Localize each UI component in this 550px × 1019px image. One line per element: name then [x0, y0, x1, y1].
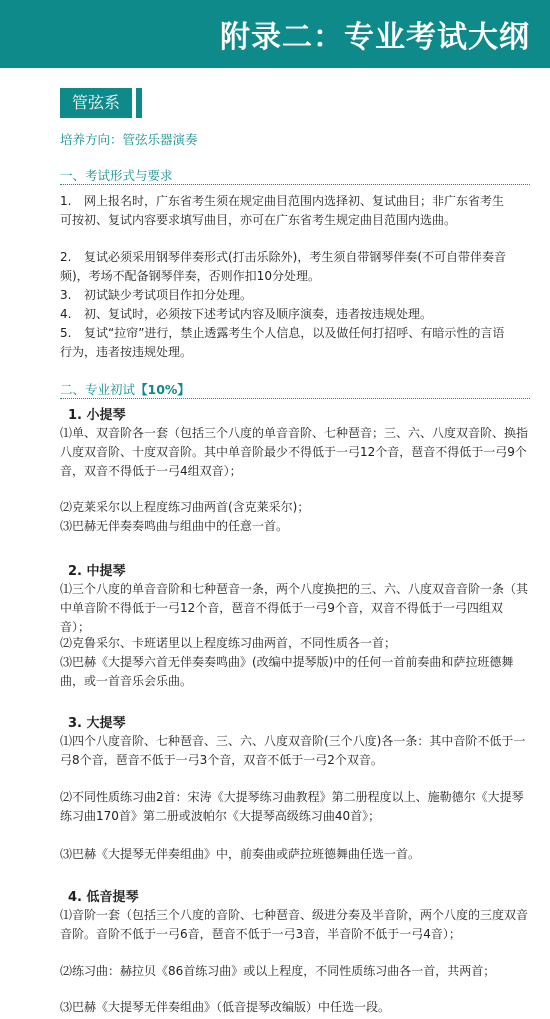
part1-rule — [60, 184, 530, 185]
part2-heading: 二、专业初试【10%】 — [60, 382, 190, 397]
list-item: ⑶巴赫《大提琴无伴奏组曲》（低音提琴改编版）中任选一段。 — [60, 1000, 391, 1014]
list-item: ⑶巴赫《大提琴无伴奏组曲》中，前奏曲或萨拉班德舞曲任选一首。 — [60, 847, 421, 861]
section-tag-bar — [136, 88, 142, 118]
list-item: ⑶巴赫《大提琴六首无伴奏奏鸣曲》(改编中提琴版)中的任何一首前奏曲和萨拉班德舞曲，或一首音乐会乐曲。 — [60, 655, 514, 688]
part2-rule — [60, 398, 530, 399]
list-item: ⑵不同性质练习曲2首：宋涛《大提琴练习曲教程》第二册程度以上、施勒德尔《大提琴练习曲170首》第二册或波帕尔《大提琴高级练习曲40首》； — [60, 790, 524, 823]
list-item: 5. 复试“拉帘”进行，禁止透露考生个人信息，以及做任何打招呼、有暗示性的言语行为，违者按违规处理。 — [60, 326, 505, 359]
instrument-cello-title: 3. 大提琴 — [68, 716, 126, 731]
list-item: ⑵克莱采尔以上程度练习曲两首(含克莱采尔)； — [60, 500, 310, 514]
list-item: 4. 初、复试时，必须按下述考试内容及顺序演奏，违者按违规处理。 — [60, 307, 433, 321]
page-title: 附录二：专业考试大纲 — [220, 20, 530, 55]
training-direction: 培养方向：管弦乐器演奏 — [60, 132, 198, 147]
list-item: ⑴单、双音阶各一套（包括三个八度的单音音阶、七种琶音；三、六、八度双音阶、换指八度双音阶、十度双音阶。其中单音阶最少不得低于一弓12个音，琶音不得低于一弓9个音，双音不得低于一弓4组双音）； — [60, 426, 529, 478]
section-tag-label: 管弦系 — [60, 88, 132, 118]
header-banner — [0, 0, 550, 68]
list-item: ⑶巴赫无伴奏奏鸣曲与组曲中的任意一首。 — [60, 519, 289, 533]
instrument-viola-title: 2. 中提琴 — [68, 564, 126, 579]
instrument-violin-title: 1. 小提琴 — [68, 408, 126, 423]
list-item: ⑴音阶一套（包括三个八度的音阶、七种琶音、级进分奏及半音阶，两个八度的三度双音音阶。音阶不低于一弓6音，琶音不低于一弓3音，半音阶不低于一弓4音）； — [60, 908, 529, 941]
list-item: 3. 初试缺少考试项目作扣分处理。 — [60, 288, 253, 302]
section-tag — [60, 88, 142, 118]
list-item: 1. 网上报名时，广东省考生须在规定曲目范围内选择初、复试曲目；非广东省考生可按初、复试内容要求填写曲目，亦可在广东省考生规定曲目范围内选曲。 — [60, 194, 505, 227]
instrument-double-bass-title: 4. 低音提琴 — [68, 890, 139, 905]
list-item: ⑴三个八度的单音音阶和七种琶音一条，两个八度换把的三、六、八度双音音阶一条（其中单音阶不得低于一弓12个音，琶音不得低于一弓9个音，双音不得低于一弓四组双音）； — [60, 582, 529, 634]
list-item: ⑴四个八度音阶、七种琶音、三、六、八度双音阶(三个八度)各一条：其中音阶不低于一弓8个音，琶音不低于一弓3个音，双音不低于一弓2个双音。 — [60, 734, 526, 767]
part1-heading: 一、考试形式与要求 — [60, 168, 173, 183]
list-item: ⑵练习曲：赫拉贝《86首练习曲》或以上程度，不同性质练习曲各一首，共两首； — [60, 964, 496, 978]
list-item: 2. 复试必须采用钢琴伴奏形式(打击乐除外)，考生须自带钢琴伴奏(不可自带伴奏音频)，考场不配备钢琴伴奏，否则作扣10分处理。 — [60, 250, 507, 283]
list-item: ⑵克鲁采尔、卡班诺里以上程度练习曲两首，不同性质各一首； — [60, 636, 397, 650]
